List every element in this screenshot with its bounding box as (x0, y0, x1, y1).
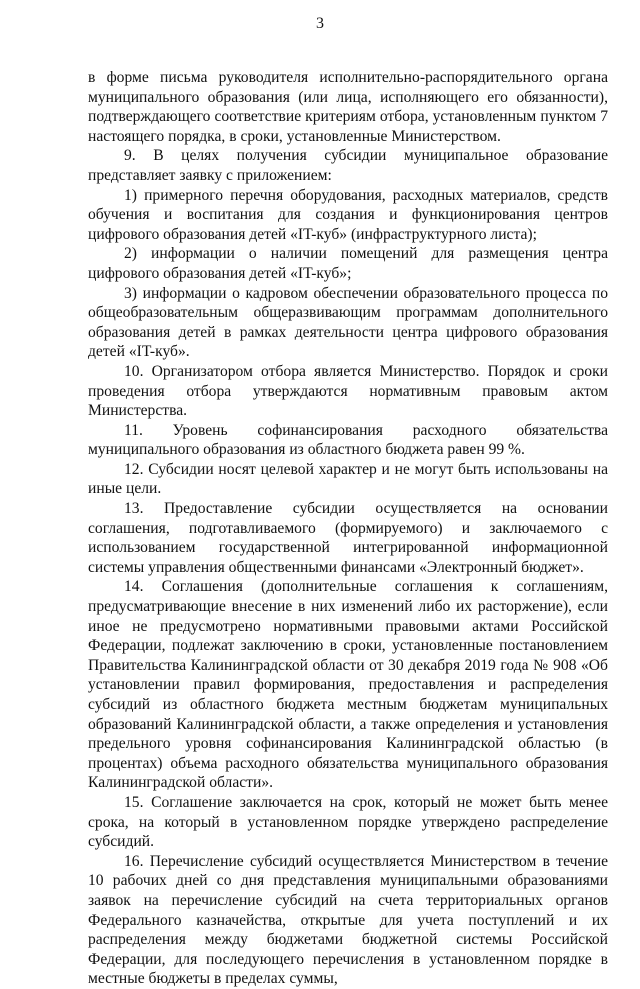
paragraph: 13. Предоставление субсидии осуществляется на основании соглашения, подготавливаемого (формируемого) и заключаемого с использованием государственной интегрированной информационной системы управления общественными финансами «Электронный бюджет». (88, 500, 608, 576)
paragraph: 9. В целях получения субсидии муниципальное образование представляет заявку с приложением: (88, 147, 608, 184)
paragraph: 3) информации о кадровом обеспечении образовательного процесса по общеобразовательным общеразвивающим программам дополнительного образования детей в рамках деятельности центра цифрового образования детей «IT-куб». (88, 284, 608, 361)
paragraph: 2) информации о наличии помещений для размещения центра цифрового образования детей «IT-куб»; (88, 245, 608, 282)
paragraph: в форме письма руководителя исполнительно-распорядительного органа муниципального образования (или лица, исполняющего его обязанности), подтверждающего соответствие критериям отбора, установленным пунктом 7 настоящего порядка, в сроки, установленные Министерством. (88, 69, 608, 145)
paragraph: 11. Уровень софинансирования расходного обязательства муниципального образования из областного бюджета равен 99 %. (88, 421, 608, 459)
paragraph: 15. Соглашение заключается на срок, который не может быть менее срока, на который в установленном порядке утверждено распределение субсидий. (88, 793, 608, 851)
paragraph: 1) примерного перечня оборудования, расходных материалов, средств обучения и воспитания для создания и функционирования центров цифрового образования детей «IT-куб» (инфраструктурного листа); (88, 186, 608, 243)
paragraph: 14. Соглашения (дополнительные соглашения к соглашениям, предусматривающие внесение в них изменений либо их расторжение), если иное не предусмотрено нормативными правовыми актами Российской Федерации, подлежат заключению в сроки, установленные постановлением Правительства Калининградской области от 30 декабря 2019 года № 908 «Об установлении правил формирования, предоставления и распределения субсидий из областного бюджета местным бюджетам муниципальных образований Калининградской области, а также определения и установления предельного уровня софинансирования Калининградской областью (в процентах) объема расходного обязательства муниципального образования Калининградской области». (88, 578, 608, 792)
document-body (88, 68, 608, 989)
page-number: 3 (316, 15, 324, 32)
paragraph: 16. Перечисление субсидий осуществляется Министерством в течение 10 рабочих дней со дня представления муниципальными образованиями заявок на перечисление субсидий на счета территориальных органов Федерального казначейства, открытые для учета поступлений и их распределения между бюджетами бюджетной системы Российской Федерации, для последующего перечисления в установленном порядке в местные бюджеты в пределах суммы, (88, 852, 608, 988)
paragraph: 12. Субсидии носят целевой характер и не могут быть использованы на иные цели. (88, 460, 608, 498)
paragraph: 10. Организатором отбора является Министерство. Порядок и сроки проведения отбора утверждаются нормативным правовым актом Министерства. (88, 362, 608, 420)
